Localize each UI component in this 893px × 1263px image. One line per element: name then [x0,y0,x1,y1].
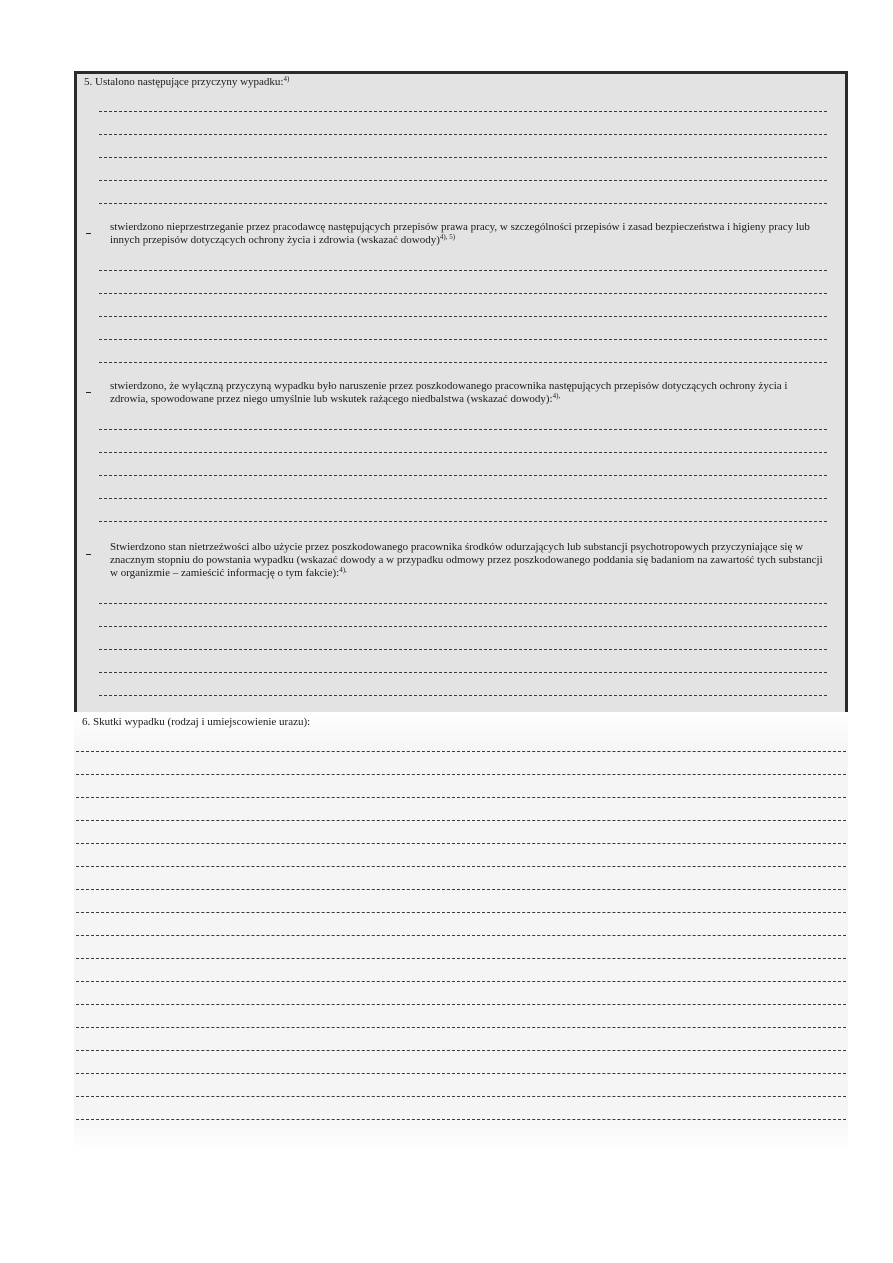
section-6-title: 6. Skutki wypadku (rodzaj i umiejscowienie urazu): [82,716,311,728]
fill-line[interactable] [76,958,846,959]
fill-line[interactable] [99,521,827,522]
fill-line[interactable] [76,889,846,890]
fill-line[interactable] [99,649,827,650]
fill-line[interactable] [99,203,827,204]
cause-employee-violation-text: stwierdzono, że wyłączną przyczyną wypadku było naruszenie przez poszkodowanego pracownika następujących przepisów dotyczących ochrony życia i zdrowia, spowodowane przez niego umyślnie lub wskutek rażącego niedbalstwa (wskazać dowody):$^{4),}$ [110,380,788,405]
fill-line[interactable] [76,820,846,821]
fill-line[interactable] [76,751,846,752]
cause-intoxication-text: Stwierdzono stan nietrzeźwości albo użycie przez poszkodowanego pracownika środków odurzających lub substancji psychotropowych przyczyniające się w znacznym stopniu do powstania wypadku (wskazać dowody a w przypadku odmowy przez poszkodowanego poddania się badaniom na zawartość tych substancji w organizmie – zamieścić informację o tym fakcie):$^{4),}$ [110,541,823,579]
fill-line[interactable] [99,672,827,673]
bullet-dash [86,554,91,555]
fill-line[interactable] [76,981,846,982]
fill-line[interactable] [99,339,827,340]
fill-line[interactable] [99,603,827,604]
section-5-causes-box [74,71,848,715]
fill-line[interactable] [76,1119,846,1120]
fill-line[interactable] [99,429,827,430]
fill-line[interactable] [76,866,846,867]
fill-line[interactable] [99,695,827,696]
fill-line[interactable] [99,293,827,294]
section-5-title: 5. Ustalono następujące przyczyny wypadku:$^{4)}$ [84,75,290,88]
fill-line[interactable] [76,1073,846,1074]
fill-line[interactable] [76,774,846,775]
fill-line[interactable] [99,180,827,181]
section-6-effects [74,712,848,1152]
fill-line[interactable] [76,843,846,844]
fill-line[interactable] [99,498,827,499]
fill-line[interactable] [99,134,827,135]
fill-line[interactable] [99,270,827,271]
fill-line[interactable] [99,626,827,627]
fill-line[interactable] [76,1027,846,1028]
fill-line[interactable] [76,935,846,936]
fill-line[interactable] [99,316,827,317]
fill-line[interactable] [76,1050,846,1051]
fill-line[interactable] [76,1004,846,1005]
bullet-dash [86,392,91,393]
fill-line[interactable] [99,362,827,363]
fill-line[interactable] [99,452,827,453]
fill-line[interactable] [76,797,846,798]
fill-line[interactable] [76,912,846,913]
bullet-dash [86,233,91,234]
fill-line[interactable] [99,475,827,476]
cause-employer-violation-text: stwierdzono nieprzestrzeganie przez pracodawcę następujących przepisów prawa pracy, w szczególności przepisów i zasad bezpieczeństwa i higieny pracy lub innych przepisów dotyczących ochrony życia i zdrowia (wskazać dowody)$^{4), 5)}$ [110,221,810,246]
fill-line[interactable] [99,157,827,158]
fill-line[interactable] [76,1096,846,1097]
fill-line[interactable] [99,111,827,112]
